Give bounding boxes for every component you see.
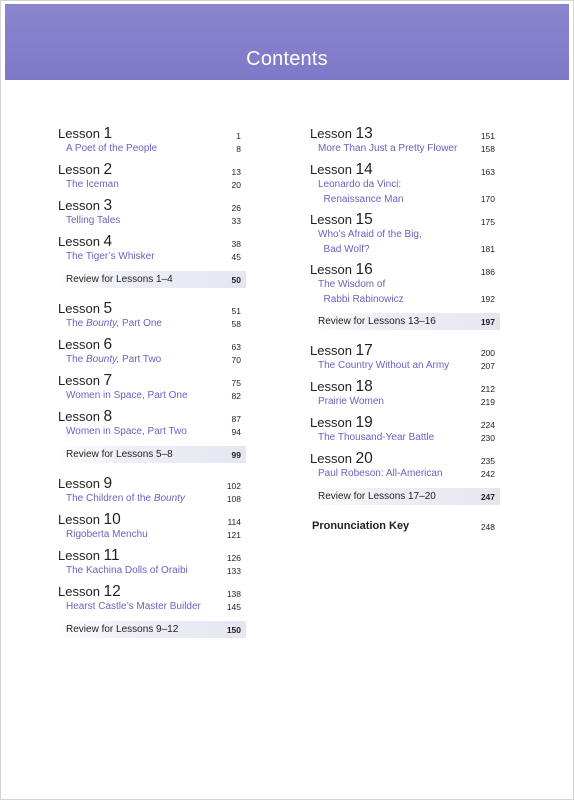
page-number: 186	[480, 267, 495, 277]
lesson-heading	[58, 471, 246, 491]
lesson-title-text: Women in Space, Part One	[66, 390, 188, 401]
lesson-label: Lesson 5	[58, 299, 113, 317]
lesson-title-text: The Tiger’s Whisker	[66, 251, 155, 262]
page-number: 197	[480, 317, 495, 327]
lesson-heading	[58, 404, 246, 424]
lesson-heading	[58, 579, 246, 599]
page-number: 224	[480, 420, 495, 430]
review-text: Review for Lessons 5–8	[66, 449, 173, 460]
lesson-label: Lesson 7	[58, 371, 113, 389]
review-text: Review for Lessons 13–16	[318, 316, 436, 327]
lesson-heading	[310, 446, 500, 466]
review-text: Review for Lessons 1–4	[66, 274, 173, 285]
lesson-label: Lesson 12	[58, 582, 121, 600]
lesson-label: Lesson 16	[310, 260, 373, 278]
lesson-title-text: Leonardo da Vinci: Renaissance Man	[318, 179, 404, 205]
section-gap	[310, 330, 500, 338]
lesson-number: 17	[355, 341, 373, 359]
page-number: 33	[231, 216, 241, 226]
review-entry	[58, 621, 246, 638]
lesson-title-text: The Iceman	[66, 179, 119, 190]
toc-left-column	[58, 121, 246, 638]
lesson-title-text: The Bounty, Part One	[66, 318, 162, 329]
lesson-label: Lesson 11	[58, 546, 120, 564]
lesson-label: Lesson 8	[58, 407, 113, 425]
lesson-title	[310, 466, 500, 482]
lesson-heading	[58, 507, 246, 527]
lesson-title-text: More Than Just a Pretty Flower	[318, 143, 458, 154]
lesson-label: Lesson 9	[58, 474, 113, 492]
lesson-number: 2	[103, 160, 113, 178]
pronunciation-key-text: Pronunciation Key	[312, 520, 410, 532]
page-number: 181	[480, 244, 495, 254]
page-number: 247	[480, 492, 495, 502]
page-number: 75	[231, 378, 241, 388]
lesson-number: 7	[103, 371, 113, 389]
lesson-title-text: Paul Robeson: All-American	[318, 468, 443, 479]
lesson-title-text: Prairie Women	[318, 396, 384, 407]
lesson-number: 9	[103, 474, 113, 492]
page-number: 121	[226, 530, 241, 540]
lesson-number: 15	[355, 210, 373, 228]
lesson-label: Lesson 10	[58, 510, 121, 528]
page-number: 82	[231, 391, 241, 401]
page-number: 145	[226, 602, 241, 612]
lesson-title	[310, 227, 500, 257]
page-number: 20	[231, 180, 241, 190]
lesson-title-text: Women in Space, Part Two	[66, 426, 187, 437]
lesson-title	[310, 277, 500, 307]
lesson-title	[310, 141, 500, 157]
page-number: 133	[226, 566, 241, 576]
lesson-title	[58, 527, 246, 543]
page-number: 1	[236, 131, 241, 141]
lesson-label: Lesson 4	[58, 232, 113, 250]
lesson-label: Lesson 20	[310, 449, 373, 467]
lesson-number: 11	[103, 546, 120, 564]
page-number: 242	[480, 469, 495, 479]
review-entry	[310, 488, 500, 505]
page-number: 45	[231, 252, 241, 262]
lesson-title	[58, 141, 246, 157]
lesson-number: 6	[103, 335, 113, 353]
lesson-heading	[58, 193, 246, 213]
page-number: 99	[231, 450, 241, 460]
lesson-title	[58, 249, 246, 265]
page-number: 170	[480, 194, 495, 204]
lesson-label: Lesson 1	[58, 124, 113, 142]
lesson-label: Lesson 19	[310, 413, 373, 431]
lesson-heading	[58, 229, 246, 249]
lesson-title-text: The Wisdom of Rabbi Rabinowicz	[318, 279, 404, 305]
review-entry	[58, 271, 246, 288]
lesson-title	[58, 563, 246, 579]
lesson-number: 20	[355, 449, 373, 467]
lesson-label: Lesson 15	[310, 210, 373, 228]
lesson-title	[310, 177, 500, 207]
lesson-title-text: The Children of the Bounty	[66, 493, 185, 504]
page-number: 26	[231, 203, 241, 213]
page-number: 230	[480, 433, 495, 443]
lesson-title	[58, 599, 246, 615]
page-number: 138	[226, 589, 241, 599]
lesson-label: Lesson 2	[58, 160, 113, 178]
lesson-title-text: Who’s Afraid of the Big, Bad Wolf?	[318, 229, 422, 255]
lesson-heading	[310, 410, 500, 430]
lesson-number: 16	[355, 260, 373, 278]
review-entry	[310, 313, 500, 330]
lesson-heading	[58, 543, 246, 563]
page-number: 235	[480, 456, 495, 466]
page-number: 200	[480, 348, 495, 358]
lesson-heading	[310, 257, 500, 277]
lesson-title-text: The Thousand-Year Battle	[318, 432, 435, 443]
page-number: 108	[226, 494, 241, 504]
lesson-heading	[58, 332, 246, 352]
lesson-title-text: The Bounty, Part Two	[66, 354, 162, 365]
page-number: 13	[231, 167, 241, 177]
lesson-number: 14	[355, 160, 373, 178]
lesson-label: Lesson 18	[310, 377, 373, 395]
toc-right-column	[310, 121, 500, 535]
page-number: 150	[226, 625, 241, 635]
lesson-title	[58, 388, 246, 404]
page-number: 58	[231, 319, 241, 329]
lesson-title-text: The Kachina Dolls of Oraibi	[66, 565, 188, 576]
review-text: Review for Lessons 17–20	[318, 491, 436, 502]
page-number: 87	[231, 414, 241, 424]
lesson-number: 5	[103, 299, 113, 317]
lesson-title	[58, 424, 246, 440]
page-number: 248	[480, 522, 495, 532]
lesson-title	[58, 177, 246, 193]
page-number: 94	[231, 427, 241, 437]
lesson-number: 13	[355, 124, 373, 142]
lesson-title	[310, 358, 500, 374]
page-number: 70	[231, 355, 241, 365]
lesson-title-text: The Country Without an Army	[318, 360, 450, 371]
lesson-title	[58, 316, 246, 332]
lesson-number: 10	[103, 510, 121, 528]
lesson-label: Lesson 6	[58, 335, 113, 353]
review-entry	[58, 446, 246, 463]
section-gap	[58, 288, 246, 296]
lesson-label: Lesson 14	[310, 160, 373, 178]
lesson-heading	[58, 368, 246, 388]
lesson-title-text: A Poet of the People	[66, 143, 158, 154]
lesson-number: 19	[355, 413, 373, 431]
lesson-heading	[58, 121, 246, 141]
lesson-title	[310, 430, 500, 446]
lesson-title	[310, 394, 500, 410]
page-number: 151	[480, 131, 495, 141]
lesson-number: 4	[103, 232, 113, 250]
section-gap	[310, 505, 500, 513]
page-title: Contents	[246, 48, 328, 70]
lesson-heading	[310, 207, 500, 227]
page-number: 212	[480, 384, 495, 394]
lesson-heading	[310, 338, 500, 358]
page-number: 102	[226, 481, 241, 491]
page-number: 126	[226, 553, 241, 563]
lesson-title-text: Hearst Castle’s Master Builder	[66, 601, 201, 612]
review-text: Review for Lessons 9–12	[66, 624, 179, 635]
lesson-title-text: Rigoberta Menchu	[66, 529, 148, 540]
lesson-title	[58, 213, 246, 229]
lesson-label: Lesson 17	[310, 341, 373, 359]
page-number: 8	[236, 144, 241, 154]
page-number: 114	[227, 517, 241, 527]
section-gap	[58, 463, 246, 471]
lesson-title	[58, 491, 246, 507]
lesson-label: Lesson 3	[58, 196, 113, 214]
page-number: 219	[480, 397, 495, 407]
lesson-number: 1	[103, 124, 113, 142]
page-number: 50	[231, 275, 241, 285]
lesson-heading	[310, 157, 500, 177]
page-number: 158	[480, 144, 495, 154]
pronunciation-key-entry	[310, 517, 500, 535]
lesson-number: 12	[103, 582, 121, 600]
header-banner	[5, 4, 569, 80]
page-number: 192	[480, 294, 495, 304]
lesson-label: Lesson 13	[310, 124, 373, 142]
lesson-title	[58, 352, 246, 368]
lesson-heading	[58, 157, 246, 177]
lesson-heading	[310, 374, 500, 394]
lesson-title-text: Telling Tales	[66, 215, 121, 226]
page-number: 163	[480, 167, 495, 177]
page-number: 51	[231, 306, 241, 316]
lesson-heading	[310, 121, 500, 141]
lesson-number: 18	[355, 377, 373, 395]
page-number: 38	[231, 239, 241, 249]
lesson-number: 8	[103, 407, 113, 425]
page-number: 63	[231, 342, 241, 352]
lesson-heading	[58, 296, 246, 316]
lesson-number: 3	[103, 196, 113, 214]
page-number: 175	[480, 217, 495, 227]
page-number: 207	[480, 361, 495, 371]
